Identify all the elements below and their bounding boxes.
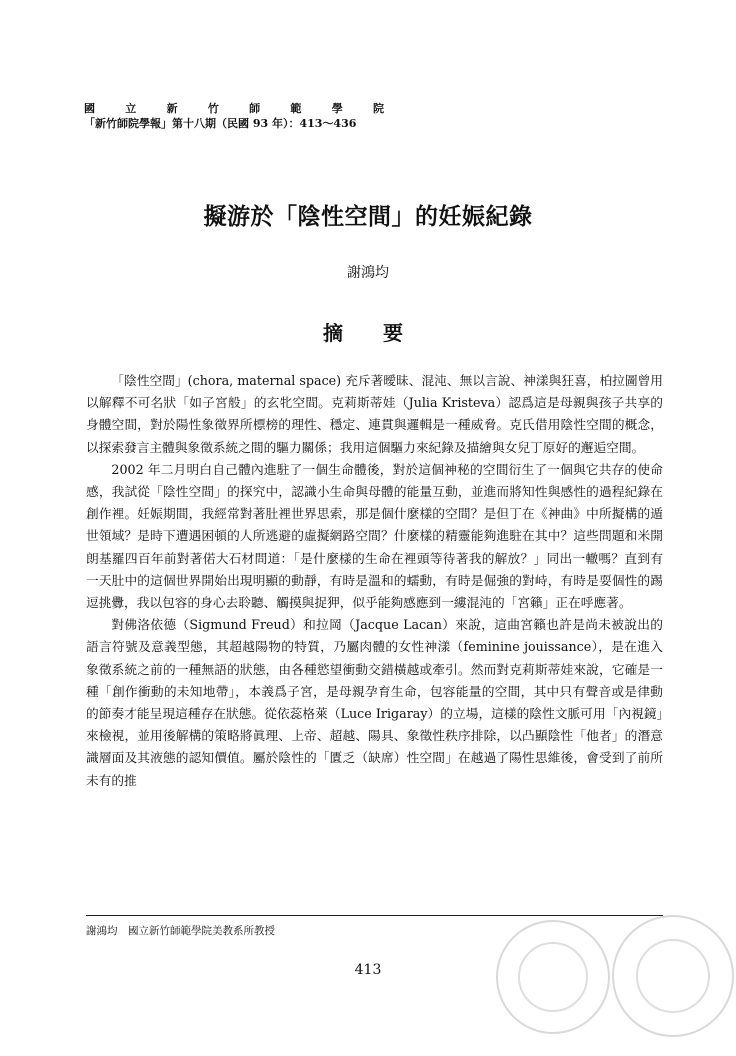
abstract-paragraph: 對佛洛依德（Sigmund Freud）和拉岡（Jacque Lacan）來說，這曲宮籟也許是尚未被說出的語言符號及意義型態，其超越陽物的特質，乃屬肉體的女性神漾（feminine jouissance），是在進入象徵系統之前的一種無語的狀態，由各種慾望衝動交錯橫越或牽引。然而對克莉斯蒂娃來說，它確是一種「創作衝動的未知地帶」，本義爲子宮，是母親孕育生命，包容能量的空間，其中只有聲音或是律動的節奏才能呈現這種存在狀態。從依蕊格萊（Luce Irigaray）的立場，這樣的陰性文脈可用「內視鏡」來檢視，並用後解構的策略將眞理、上帝、超越、陽具、象徵性秩序排除，以凸顯陰性「他者」的潛意識層面及其液態的認知價值。屬於陰性的「匱乏（缺席）性空間」在越過了陽性思維後，會受到了前所未有的推	[86, 617, 663, 788]
seal-inner-ring	[518, 942, 588, 1012]
university-header	[84, 100, 384, 116]
abstract-heading: 摘 要	[323, 321, 413, 345]
library-seal-stamp	[496, 920, 610, 1034]
article-title: 擬游於「陰性空間」的妊娠紀錄	[203, 203, 533, 230]
university-char: 國	[84, 102, 95, 115]
seal-inner-ring	[636, 939, 711, 1014]
author-name: 謝鴻均	[347, 265, 389, 281]
university-char: 院	[372, 102, 384, 115]
abstract-paragraph: 2002 年二月明白自己體內進駐了一個生命體後，對於這個神秘的空間衍生了一個與它共存的使命感，我試從「陰性空間」的探究中，認識小生命與母體的能量互動，並進而將知性與感性的過程紀錄在創作裡。妊娠期間，我經常對著肚裡世界思索，那是個什麼樣的空間？是但丁在《神曲》中所擬構的遁世領域？是時下遭遇困頓的人所逃避的虛擬網路空間？什麼樣的精靈能夠進駐在其中？這些問題和米開朗基羅四百年前對著偌大石材問道：「是什麼樣的生命在裡頭等待著我的解放？」同出一轍嗎？直到有一天肚中的這個世界開始出現明顯的動靜，有時是溫和的蠕動，有時是倔強的對峙，有時是耍個性的踢逗挑釁，我以包容的身心去聆聽、觸摸與捉狎，似乎能夠感應到一縷混沌的「宮籟」正在呼應著。	[86, 461, 663, 611]
university-char: 師	[249, 102, 261, 115]
university-char: 新	[166, 102, 178, 115]
footnote-divider	[86, 915, 663, 916]
abstract-body	[86, 370, 663, 792]
journal-citation: 「新竹師院學報」第十八期（民國 93 年）：413～436	[84, 117, 357, 130]
abstract-paragraph: 「陰性空間」(chora, maternal space) 充斥著曖昧、混沌、無以言說、神漾與狂喜，柏拉圖曾用以解釋不可名狀「如子宮般」的玄牝空間。克莉斯蒂娃（Julia Kristeva）認爲這是母親與孩子共享的身體空間，對於陽性象徵界所標榜的理性、穩定、連貫與邏輯是一種威脅。克氏借用陰性空間的概念，以探索發言主體與象徵系統之間的驅力關係；我用這個驅力來紀錄及描繪與女兒丁原好的邂逅空間。	[86, 373, 663, 455]
university-char: 立	[125, 102, 137, 115]
university-char: 竹	[207, 102, 219, 115]
page-number: 413	[354, 962, 382, 978]
library-seal-stamp	[612, 915, 734, 1037]
university-char: 範	[290, 102, 302, 115]
university-char: 學	[331, 102, 343, 115]
author-affiliation-footnote: 謝鴻均 國立新竹師範學院美教系所教授	[86, 925, 275, 937]
